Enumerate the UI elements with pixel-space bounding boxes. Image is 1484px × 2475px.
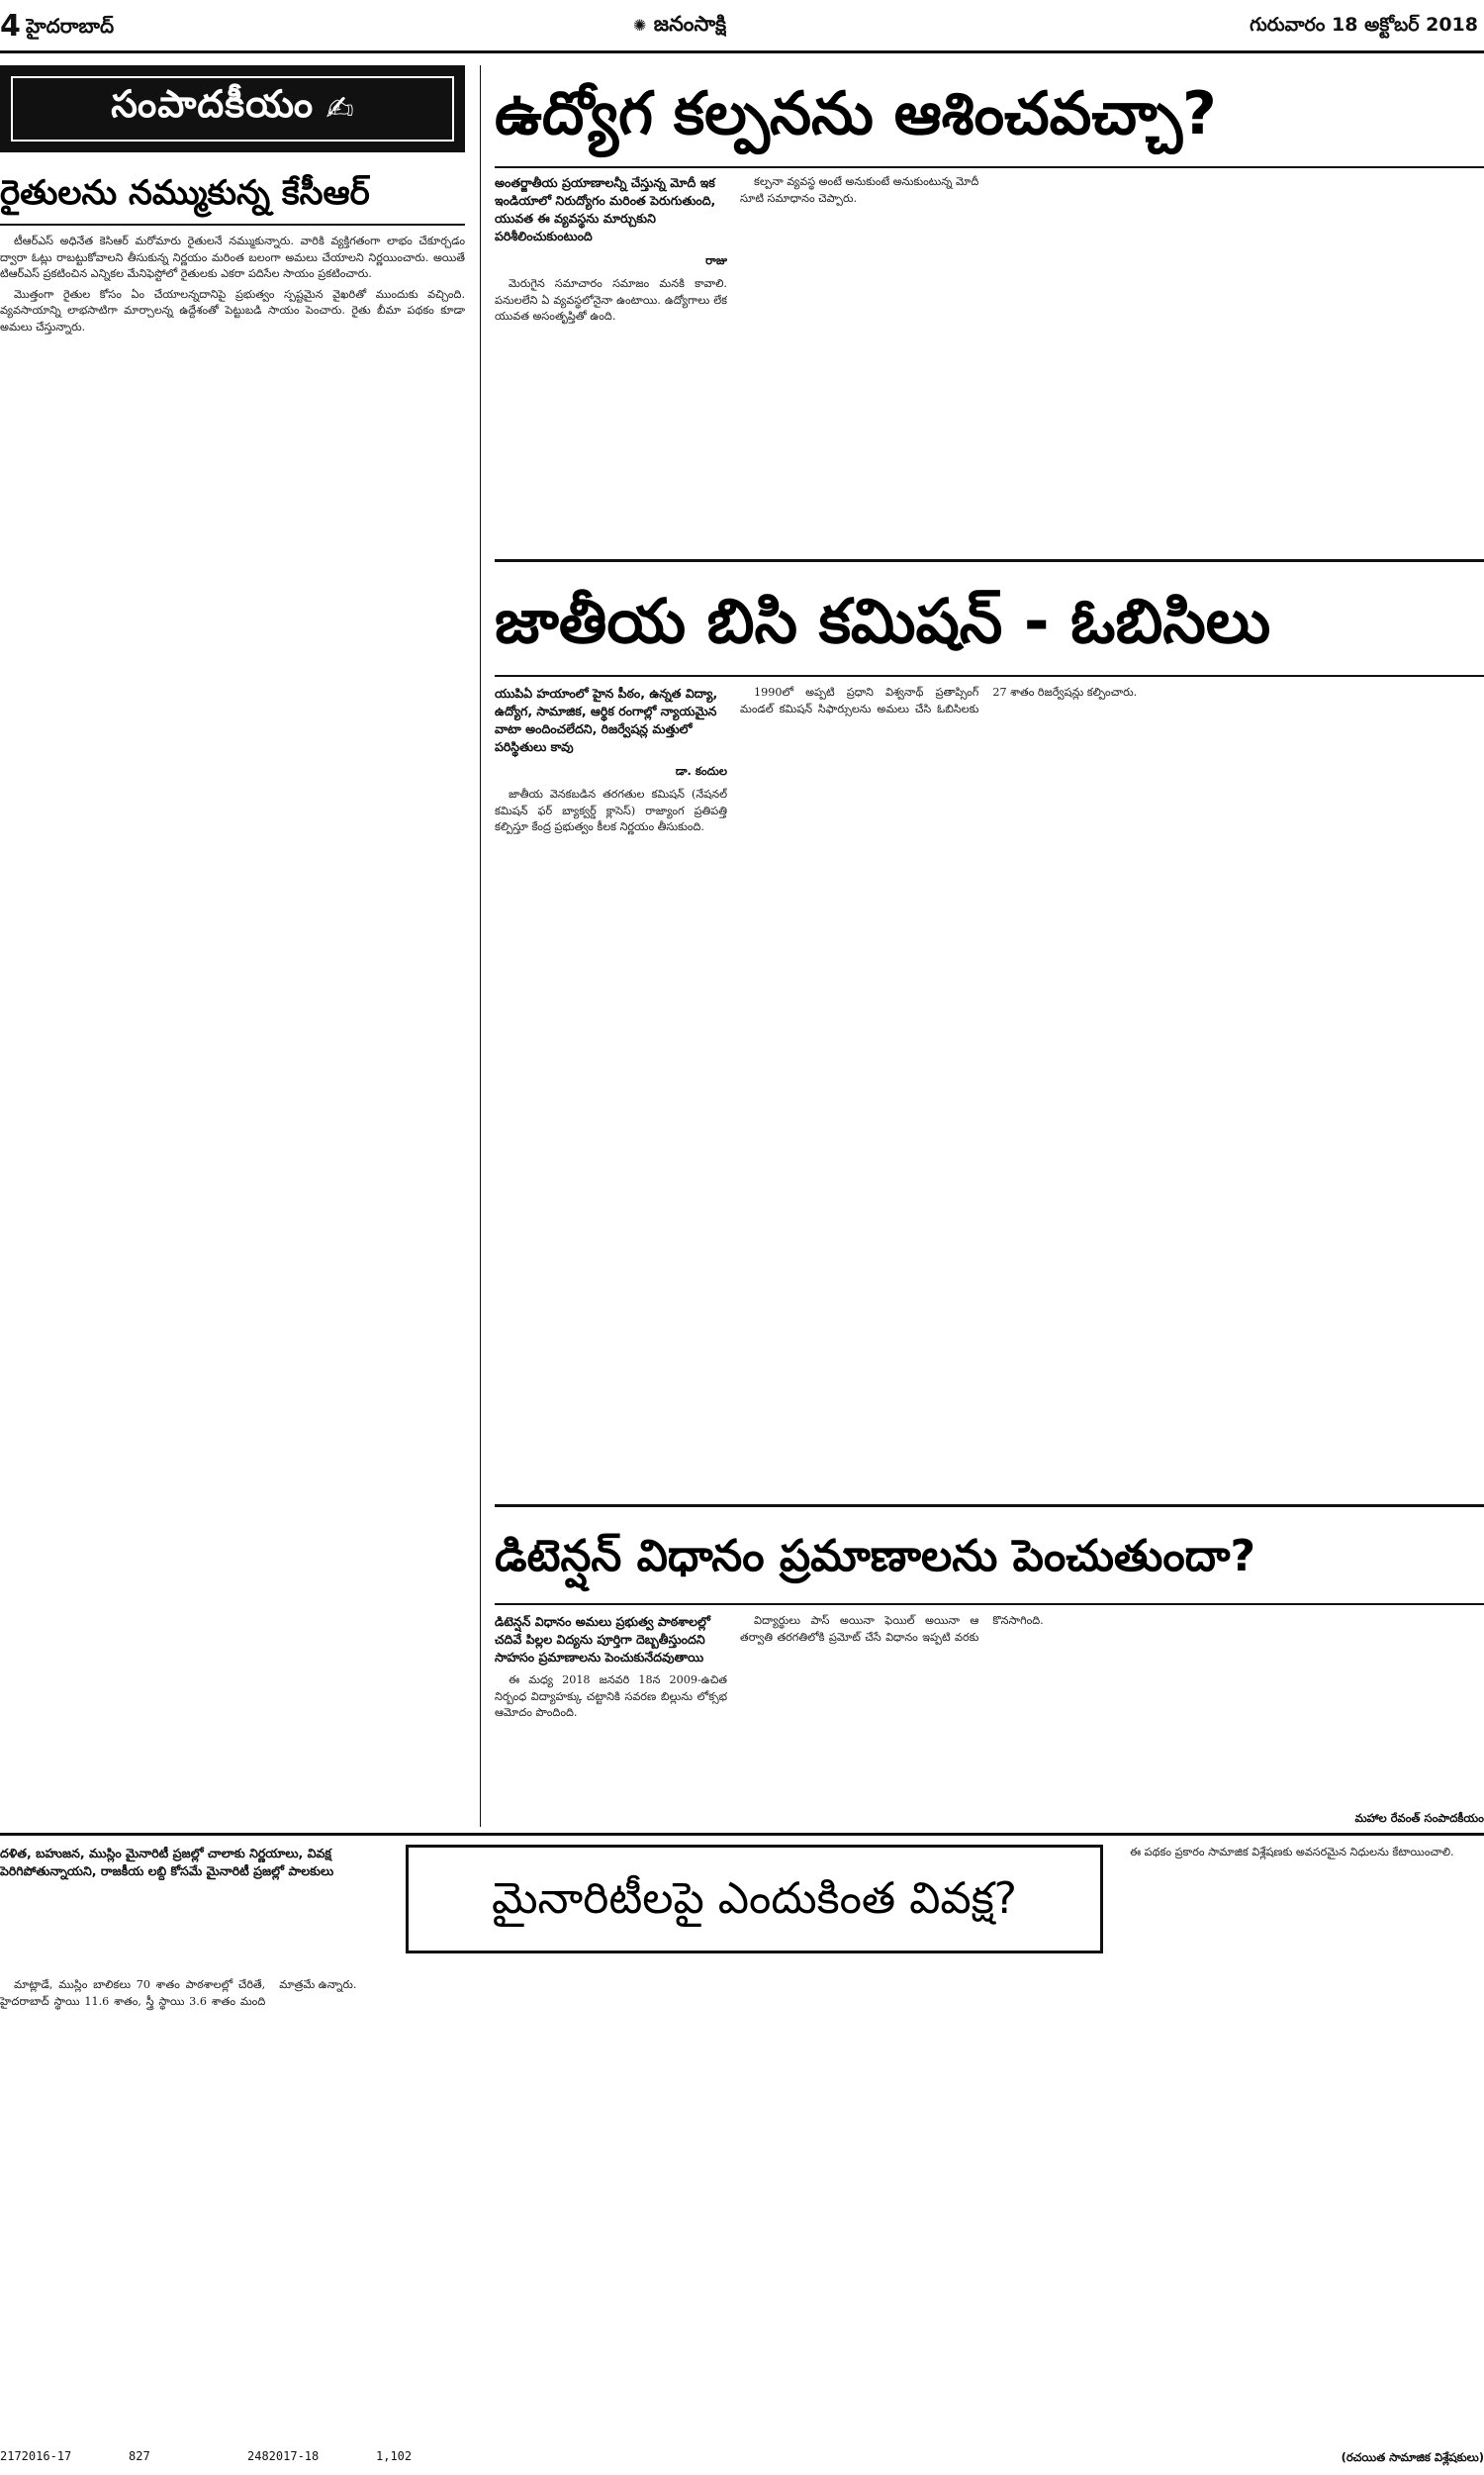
editorial-body bbox=[0, 234, 465, 1821]
minority-standfirst: దళిత, బహుజన, ముస్లిం మైనారిటీ ప్రజల్లో చాలాకు నిర్ణయాలు, వివక్ష పెరిగిపోతున్నాయని, రాజకీయ లబ్ది కోసమే మైనారిటీ ప్రజల్లో పాలకులు bbox=[0, 1846, 334, 1878]
minority-body-right bbox=[1116, 1845, 1484, 2444]
jobs-body bbox=[740, 174, 1484, 550]
bc-intro-column bbox=[495, 685, 727, 1496]
minority-headline: మైనారిటీలపై ఎందుకింత వివక్ష? bbox=[491, 1873, 1018, 1924]
bc-body bbox=[740, 685, 1484, 1496]
section-divider bbox=[495, 559, 1484, 562]
jobs-byline: రాజు bbox=[705, 253, 727, 267]
bc-body-lead bbox=[495, 787, 727, 836]
minority-table bbox=[0, 2444, 752, 2470]
detention-paragraph: ఈ మధ్య 2018 జనవరి 18న 2009-ఉచిత నిర్బంధ విద్యాహక్కు చట్టానికి సవరణ బిల్లును లోక్సభ ఆమోదం పొందింది. bbox=[495, 1673, 727, 1720]
page-number: 4 bbox=[0, 10, 21, 44]
table-cell: 2482017-18 bbox=[247, 2449, 320, 2463]
bc-headline: జాతీయ బిసి కమిషన్ - ఓబిసిలు bbox=[495, 585, 1271, 657]
table-cell: 1,102 bbox=[376, 2449, 413, 2463]
section-divider bbox=[495, 1504, 1484, 1507]
jobs-body-lead bbox=[495, 276, 727, 326]
detention-byline: మహాల రేవంత్ సంపాదకీయం bbox=[1354, 1811, 1484, 1825]
detention-intro-column bbox=[495, 1613, 727, 1827]
column-divider bbox=[480, 65, 481, 1827]
jobs-top-divider bbox=[495, 166, 1484, 168]
editorial-logo bbox=[0, 65, 465, 152]
minority-byline: (రచయిత సామాజిక విశ్లేషకులు) bbox=[1341, 2450, 1484, 2464]
bc-divider bbox=[495, 675, 1484, 677]
detention-divider bbox=[495, 1603, 1484, 1605]
bottom-section-divider bbox=[0, 1833, 1484, 1836]
page-header bbox=[0, 0, 1484, 53]
issue-date: గురువారం 18 అక్టోబర్ 2018 bbox=[1250, 14, 1478, 36]
editorial-divider bbox=[0, 224, 465, 226]
detention-body bbox=[740, 1613, 1484, 1809]
minority-body bbox=[0, 1977, 1103, 2442]
detention-body-lead bbox=[495, 1672, 727, 1722]
masthead bbox=[633, 12, 726, 42]
detention-paragraph: విద్యార్థులు పాస్ అయినా ఫెయిల్ అయినా ఆ తర్వాతి తరగతిలోకి ప్రమోట్ చేసే విధానం ఇప్పటి వరకు కొనసాగింది. bbox=[740, 1614, 1044, 1644]
bc-byline: డా. కందుల bbox=[675, 764, 727, 778]
jobs-intro-column bbox=[495, 174, 727, 550]
editorial-paragraph: టీఆర్ఎస్ అధినేత కెసిఆర్ మరోమారు రైతులనే నమ్ముకున్నారు. వారికి వ్యక్తిగతంగా లాభం చేకూర్చడం ద్వారా ఓట్లు రాబట్టుకోవాలని తీసుకున్న నిర్ణయం మరింత బలంగా అమలు చేయాలని నిర్ణయించారు. అయితే టిఆర్ఎస్ ప్రకటించిన ఎన్నికల మేనిఫెస్టోలో రైతులకు ఎకరా పదిసేల సాయం ప్రకటించారు. bbox=[0, 235, 465, 281]
editorial-paragraph: మొత్తంగా రైతుల కోసం ఏం చేయాలన్నదానిపై ప్రభుత్వం స్పష్టమైన వైఖరితో ముందుకు వచ్చింది. వ్యవసాయాన్ని లాభసాటిగా మార్చాలన్న ఉద్దేశంతో పెట్టుబడి సాయం పెంచారు. రైతు బీమా పథకం కూడా అమలు చేస్తున్నారు. bbox=[0, 287, 465, 333]
bc-paragraph: 1990లో అప్పటి ప్రధాని విశ్వనాథ్ ప్రతాప్సింగ్ మండల్ కమిషన్ సిఫార్సులను అమలు చేసి ఓబిసిలకు 27 శాతం రిజర్వేషన్లు కల్పించారు. bbox=[740, 686, 1138, 715]
minority-headline-box bbox=[406, 1845, 1103, 1953]
jobs-headline: ఉద్యోగ కల్పనను ఆశించవచ్చా? bbox=[495, 79, 1217, 148]
table-cell: 827 bbox=[129, 2449, 150, 2463]
city-name: హైదరాబాద్ bbox=[26, 14, 115, 38]
bc-paragraph: జాతీయ వెనకబడిన తరగతుల కమిషన్ (నేషనల్ కమిషన్ ఫర్ బ్యాక్వర్డ్ క్లాసెస్) రాజ్యాంగ ప్రతిపత్తి కల్పిస్తూ కేంద్ర ప్రభుత్వం కీలక నిర్ణయం తీసుకుంది. bbox=[495, 788, 727, 834]
minority-paragraph: ఈ పథకం ప్రకారం సామాజిక విశ్లేషణకు అవసరమైన నిధులను కేటాయించాలి. bbox=[1130, 1846, 1454, 1858]
editorial-logo-text: సంపాదకీయం bbox=[111, 82, 315, 126]
pen-icon: ✍ bbox=[325, 89, 354, 129]
table-cell: 2172016-17 bbox=[0, 2449, 72, 2463]
masthead-logo-icon: ✺ bbox=[633, 16, 647, 35]
editorial-headline: రైతులను నమ్ముకున్న కేసీఆర్ bbox=[0, 173, 370, 213]
minority-paragraph: మాట్లాడే, ముస్లిం బాలికలు 70 శాతం పాఠశాలల్లో చేరితే, హైదరాబాద్ స్థాయి 11.6 శాతం, స్త్రీ స్థాయి 3.6 శాతం మంది మాత్రమే ఉన్నారు. bbox=[0, 1978, 357, 2008]
jobs-standfirst: అంతర్జాతీయ ప్రయాణాలన్నీ చేస్తున్న మోదీ ఇక ఇండియాలో నిరుద్యోగం మరింత పెరుగుతుంది, యువత ఈ వ్యవస్థను మార్చుకుని పరిశీలించుకుంటుంది bbox=[495, 175, 716, 243]
jobs-paragraph: మెరుగైన సమాచారం సమాజం మనకి కావాలి. పనులలేని ఏ వ్యవస్థలోనైనా ఉంటాయి. ఉద్యోగాలు లేక యువత అసంతృప్తితో ఉంది. bbox=[495, 277, 727, 324]
table-row bbox=[0, 2444, 752, 2468]
detention-headline: డిటెన్షన్ విధానం ప్రమాణాలను పెంచుతుందా? bbox=[495, 1531, 1255, 1581]
masthead-text: జనంసాక్షి bbox=[653, 12, 727, 36]
detention-standfirst: డిటెన్షన్ విధానం అమలు ప్రభుత్వ పాఠశాలల్లో చదివే పిల్లల విద్యను పూర్తిగా దెబ్బతీస్తుందని సాహసం ప్రమాణాలను పెంచుకునేదవుతాయి bbox=[495, 1614, 710, 1665]
jobs-paragraph: కల్పనా వ్యవస్థ అంటే అనుకుంటే అనుకుంటున్న మోదీ సూటి సమాధానం చెప్పారు. bbox=[740, 175, 979, 205]
bc-standfirst: యుపిఏ హయాంలో హైన పీఠం, ఉన్నత విద్యా, ఉద్యోగ, సామాజిక, ఆర్థిక రంగాల్లో న్యాయమైన వాటా అందించలేదని, రిజర్వేషన్ల మత్తులో పరిస్థితులు కావు bbox=[495, 686, 718, 754]
